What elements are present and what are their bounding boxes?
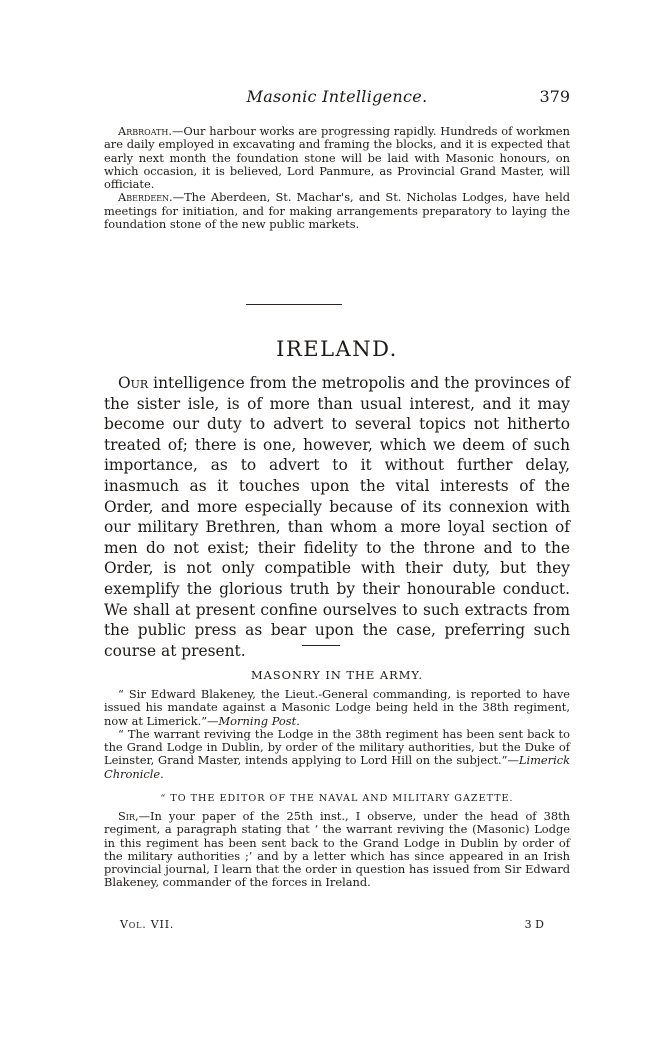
letter-paragraph xyxy=(104,810,570,890)
arbroath-paragraph xyxy=(104,125,570,191)
intro-first-word: Our xyxy=(118,374,149,392)
army-quotes xyxy=(104,688,570,781)
army-heading: MASONRY IN THE ARMY. xyxy=(250,668,424,682)
section-divider xyxy=(246,304,342,305)
ireland-heading: IRELAND. xyxy=(276,337,398,361)
quote1-source: Morning Post. xyxy=(218,713,300,728)
letter-body xyxy=(104,810,570,890)
quote2-text: “ The warrant reviving the Lodge in the 38th regiment has been sent back to the Grand Lodge in Dublin, by order of the military authorities, but the Duke of Leinster, Grand Master, intends applying to Lord Hill on the subject.”— xyxy=(104,726,570,768)
running-title: Masonic Intelligence. xyxy=(246,87,428,106)
intro-text: intelligence from the metropolis and the provinces of the sister isle, is of more than usual interest, and it may become our duty to advert to several topics not hitherto treated of; there is one, however, which we deem of such importance, as to advert to it without further delay, inasmuch as it touches upon the vital interests of the Order, and more especially because of its connexion with our military Brethren, than whom a more loyal section of men do not exist; their fidelity to the throne and to the Order, is not only compatible with their duty, but they exemplify the glorious truth by their honourable conduct. We shall at present confine ourselves to such extracts from the public press as bear upon the case, preferring such course at present. xyxy=(104,374,570,660)
aberdeen-paragraph xyxy=(104,191,570,231)
arbroath-place: Arbroath. xyxy=(118,124,172,138)
volume-number: Vol. VII. xyxy=(120,918,175,931)
quote1-text: “ Sir Edward Blakeney, the Lieut.-General commanding, is reported to have issued his mandate against a Masonic Lodge being held in the 38th regiment, now at Limerick.”— xyxy=(104,687,570,728)
quote2-source: Limerick Chronicle. xyxy=(104,753,570,781)
letter-text: —In your paper of the 25th inst., I observe, under the head of 38th regiment, a paragraph stating that ‘ the warrant reviving the (Masonic) Lodge in this regiment has been sent back to the Grand Lodge in Dublin by order of the military authorities ;’ and by a letter which has since appeared in an Irish provincial journal, I learn that the order in question has issued from Sir Edward Blakeney, commander of the forces in Ireland. xyxy=(104,809,570,890)
scottish-notes xyxy=(104,125,570,231)
page-header xyxy=(104,87,570,111)
page-number: 379 xyxy=(539,87,570,106)
page-footer xyxy=(104,918,570,932)
letter-salutation: Sir, xyxy=(118,809,139,823)
arbroath-text: —Our harbour works are progressing rapidly. Hundreds of workmen are daily employed in excavating and framing the blocks, and it is expected that early next month the foundation stone will be laid with Masonic honours, on which occasion, it is believed, Lord Panmure, as Provincial Grand Master, will officiate. xyxy=(104,124,570,192)
editor-address: “ TO THE EDITOR OF THE NAVAL AND MILITARY GAZETTE. xyxy=(160,793,514,804)
ireland-intro-paragraph xyxy=(104,373,570,661)
aberdeen-place: Aberdeen. xyxy=(118,190,173,205)
short-divider xyxy=(302,645,340,646)
signature-mark: 3 D xyxy=(524,918,544,931)
quote-morning-post xyxy=(104,688,570,728)
ireland-intro xyxy=(104,373,570,661)
quote-limerick-chronicle xyxy=(104,728,570,781)
aberdeen-text: —The Aberdeen, St. Machar's, and St. Nicholas Lodges, have held meetings for initiation, and for making arrangements preparatory to laying the foundation stone of the new public markets. xyxy=(104,190,570,232)
